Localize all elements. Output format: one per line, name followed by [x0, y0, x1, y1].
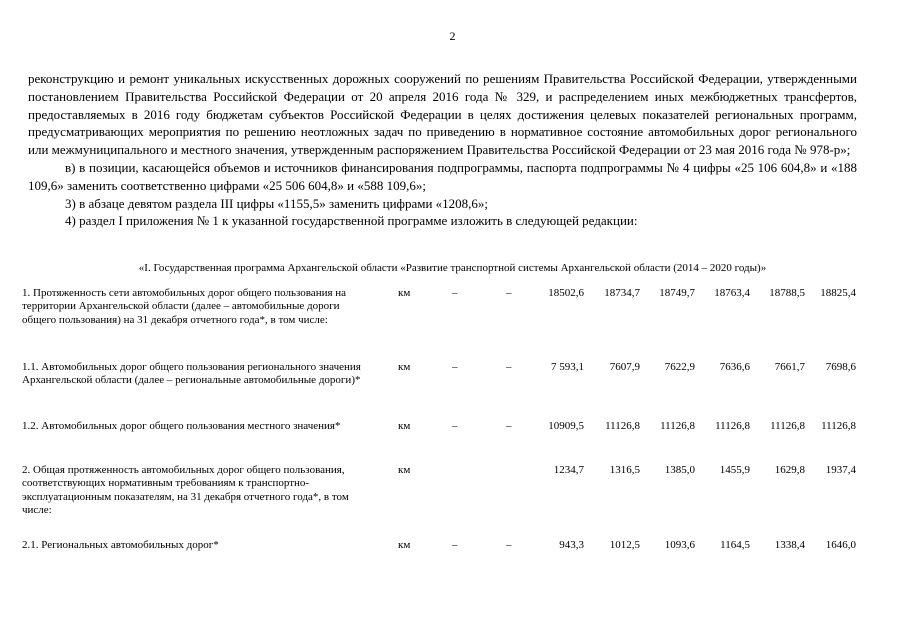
row-label: 1.2. Автомобильных дорог общего пользования местного значения* [22, 420, 341, 432]
row-value: 1164,5 [720, 539, 750, 551]
row-value: 1093,6 [664, 539, 695, 551]
row-value: 1937,4 [825, 464, 856, 476]
row-value: 1455,9 [719, 464, 750, 476]
row-unit: км [398, 287, 411, 299]
paragraph-item-4: 4) раздел I приложения № 1 к указанной государственной программе изложить в следующей редакции: [65, 213, 638, 229]
row-value: 11126,8 [660, 420, 695, 432]
body-text [28, 70, 857, 230]
row-dash: – [506, 287, 512, 299]
row-value: 943,3 [559, 539, 584, 551]
paragraph-continuation: реконструкцию и ремонт уникальных искусственных дорожных сооружений по решениям Правительства Российской Федерации, утвержденными постановлением Правительства Российской Федерации от 20 апреля 2016 года № 329, и распределением иных межбюджетных трансфертов, предоставляемых в 2016 году бюджетам субъектов Российской Федерации в целях достижения целевых показателей региональных программ, предусматривающих мероприятия по решению неотложных задач по приведению в нормативное состояние автомобильных дорог регионального или межмуниципального и местного значения, утвержденным распоряжением Правительства Российской Федерации от 23 мая 2016 года № 978-р»; [28, 71, 857, 158]
row-value: 7698,6 [825, 361, 856, 373]
row-label: 2. Общая протяженность автомобильных дорог общего пользования, соответствующих нормативным требованиям к транспортно-эксплуатационным показателям, на 31 декабря отчетного года*, в том числе: [22, 464, 349, 517]
row-value: 1385,0 [664, 464, 695, 476]
row-unit: км [398, 539, 411, 551]
row-unit: км [398, 361, 411, 373]
row-value: 18763,4 [714, 287, 750, 299]
table-title: «I. Государственная программа Архангельской области «Развитие транспортной системы Архангельской области (2014 – 2020 годы)» [138, 262, 767, 274]
row-value: 7607,9 [609, 361, 640, 373]
row-value: 11126,8 [715, 420, 750, 432]
row-unit: км [398, 420, 411, 432]
row-value: 1316,5 [609, 464, 640, 476]
row-dash: – [506, 420, 512, 432]
row-value: 7622,9 [664, 361, 695, 373]
row-dash: – [506, 361, 512, 373]
row-dash: – [452, 539, 458, 551]
row-value: 7 593,1 [551, 361, 584, 373]
row-value: 18788,5 [769, 287, 805, 299]
row-value: 10909,5 [548, 420, 584, 432]
row-value: 18825,4 [820, 287, 856, 299]
row-dash: – [452, 287, 458, 299]
row-value: 1234,7 [553, 464, 584, 476]
row-value: 18502,6 [548, 287, 584, 299]
row-value: 1629,8 [774, 464, 805, 476]
row-dash: – [452, 361, 458, 373]
row-label: 2.1. Региональных автомобильных дорог* [22, 539, 219, 551]
row-value: 1338,4 [774, 539, 805, 551]
page-number: 2 [449, 29, 456, 43]
row-value: 7636,6 [719, 361, 750, 373]
row-value: 1646,0 [825, 539, 856, 551]
row-value: 1012,5 [609, 539, 640, 551]
paragraph-item-v: в) в позиции, касающейся объемов и источников финансирования подпрограммы, паспорта подпрограммы № 4 цифры «25 106 604,8» и «188 109,6» заменить соответственно цифрами «25 506 604,8» и «588 109,6»; [28, 159, 857, 193]
row-value: 11126,8 [770, 420, 805, 432]
row-value: 18749,7 [659, 287, 695, 299]
paragraph-item-3: 3) в абзаце девятом раздела III цифры «1155,5» заменить цифрами «1208,6»; [65, 195, 489, 211]
row-value: 7661,7 [774, 361, 805, 373]
row-label: 1. Протяженность сети автомобильных дорог общего пользования на территории Архангельской области (далее – автомобильные дороги общего пользования) на 31 декабря отчетного года*, в том числе: [22, 287, 347, 326]
row-dash: – [506, 539, 512, 551]
row-label: 1.1. Автомобильных дорог общего пользования регионального значения Архангельской области (далее – региональные автомобильные дороги)* [22, 361, 361, 387]
row-value: 18734,7 [604, 287, 640, 299]
row-unit: км [398, 464, 411, 476]
row-value: 11126,8 [821, 420, 856, 432]
row-value: 11126,8 [605, 420, 640, 432]
row-dash: – [452, 420, 458, 432]
